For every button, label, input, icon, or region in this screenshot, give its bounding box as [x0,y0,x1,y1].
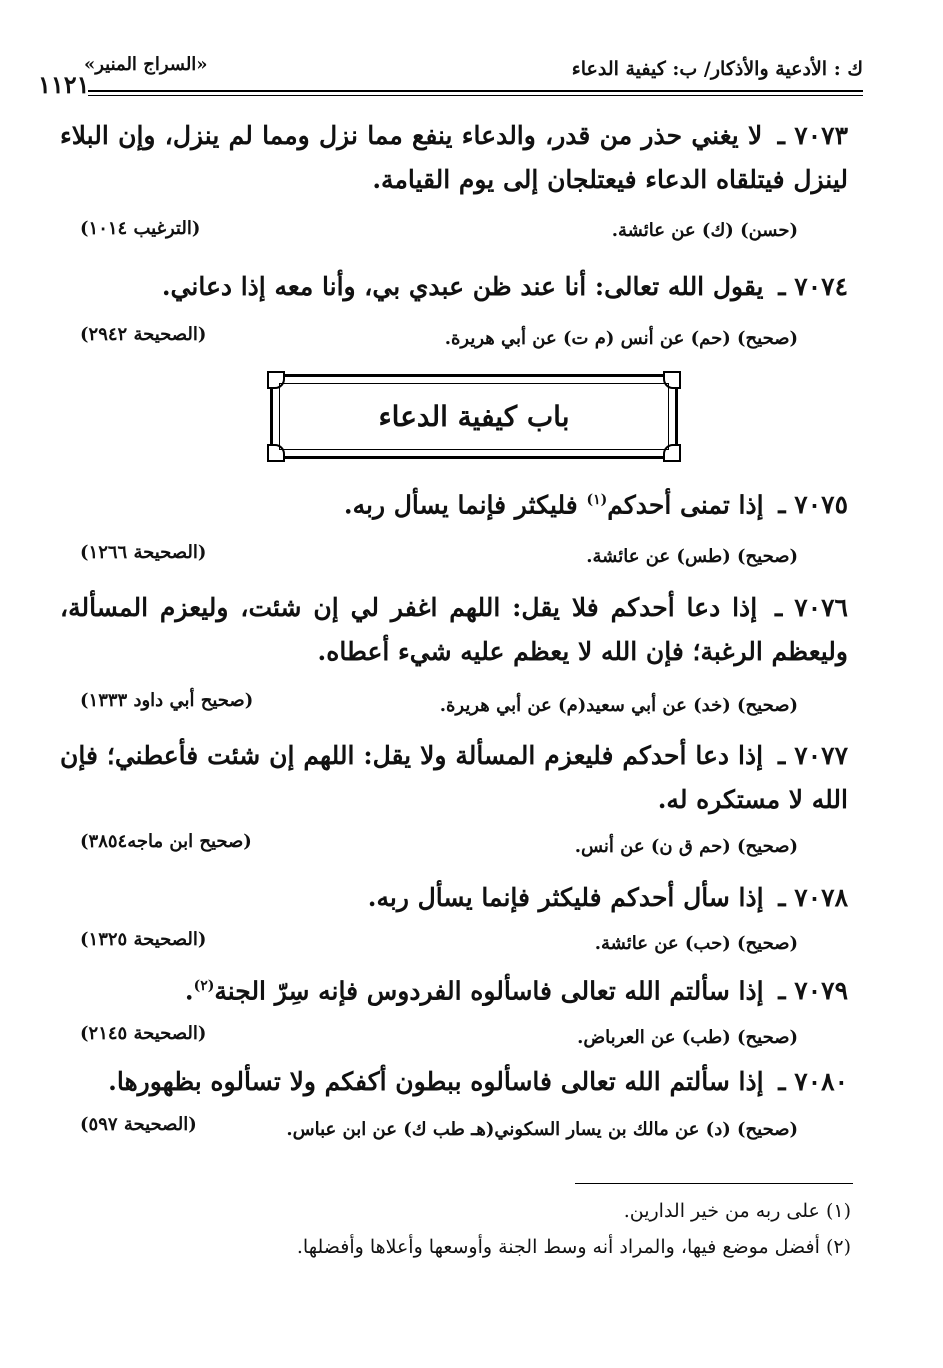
hadith-entry [60,114,848,202]
hadith-number: ٧٠٧٣ ـ [777,121,848,150]
header-rule-thin [88,95,863,96]
hadith-source: (صحيح) (طس) عن عائشة. [586,546,798,567]
footnote-text: أفضل موضع فيها، والمراد أنه وسط الجنة وأوسعها وأعلاها وأفضلها. [296,1236,820,1258]
hadith-number: ٧٠٧٩ ـ [778,976,848,1006]
hadith-source: (صحيح) (حم) عن أنس (م ت) عن أبي هريرة. [444,328,798,349]
hadith-source: (صحيح) (د) عن مالك بن يسار السكوني(هـ طب ك) عن ابن عباس. [286,1119,798,1140]
hadith-entry [60,265,848,309]
hadith-entry [60,876,848,920]
hadith-text: إذا سألتم الله تعالى فاسألوه ببطون أكفكم ولا تسألوه بظهورها. [108,1067,764,1096]
hadith-reference: (الصحيحة ١٢٦٦) [80,542,207,563]
hadith-source: (صحيح) (خد) عن أبي سعيد(م) عن أبي هريرة. [439,695,798,716]
hadith-entry [60,586,848,674]
hadith-number: ٧٠٧٧ ـ [778,741,848,770]
hadith-entry [60,1060,848,1104]
hadith-text: لا يغني حذر من قدر، والدعاء ينفع مما نزل ومما لم ينزل، وإن البلاء لينزل فيتلقاه الدعاء فيعتلجان إلى يوم القيامة. [60,121,848,194]
page-number: ١١٢١ [38,70,90,99]
footnote-number: (١) [825,1200,851,1222]
header-rule [88,90,863,92]
hadith-reference: (صحيح ابن ماجه٣٨٥٤) [80,831,252,852]
hadith-text: إذا دعا أحدكم فلا يقل: اللهم اغفر لي إن شئت، وليعزم المسألة، وليعظم الرغبة؛ فإن الله لا يعظم عليه شيء أعطاه. [60,593,848,666]
footnote-mark[interactable]: (١) [586,492,608,508]
hadith-entry [60,734,848,822]
hadith-number: ٧٠٧٤ ـ [778,272,848,301]
hadith-text-cont: . [184,976,194,1006]
hadith-source: (صحيح) (طب) عن العرباض. [577,1027,798,1048]
chapter-title: باب كيفية الدعاء [378,400,570,433]
hadith-source: (صحيح) (حب) عن عائشة. [594,933,798,954]
footnote-text: على ربه من خير الدارين. [623,1200,820,1222]
hadith-entry [60,478,848,527]
header-chapter-title: ك : الأدعية والأذكار/ ب: كيفية الدعاء [571,58,863,80]
footnote-mark[interactable]: (٢) [193,978,215,994]
footnote-number: (٢) [825,1236,851,1258]
hadith-text: إذا سأل أحدكم فليكثر فإنما يسأل ربه. [367,883,764,912]
hadith-reference: (الصحيحة ٢١٤٥) [80,1023,207,1044]
footnote [624,1200,851,1222]
hadith-source: (حسن) (ك) عن عائشة. [611,220,798,241]
hadith-text: يقول الله تعالى: أنا عند ظن عبدي بي، وأنا معه إذا دعاني. [161,272,764,301]
hadith-reference: (الترغيب ١٠١٤) [80,218,201,239]
hadith-number: ٧٠٧٦ ـ [775,593,848,622]
hadith-text-cont: فليكثر فإنما يسأل ربه. [343,490,578,520]
hadith-reference: (صحيح أبي داود ١٣٣٣) [80,690,254,711]
hadith-reference: (الصحيحة ٢٩٤٢) [80,324,207,345]
chapter-title-box [270,374,678,459]
hadith-text: إذا سألتم الله تعالى فاسألوه الفردوس فإنه سِرّ الجنة [214,976,764,1006]
hadith-number: ٧٠٨٠ ـ [778,1067,848,1096]
running-header [38,52,863,99]
footnote-separator [575,1183,853,1184]
hadith-number: ٧٠٧٨ ـ [778,883,848,912]
hadith-reference: (الصحيحة ١٣٢٥) [80,929,207,950]
hadith-text: إذا تمنى أحدكم [607,490,764,520]
hadith-number: ٧٠٧٥ ـ [778,490,848,520]
header-book-title: «السراج المنير» [84,54,208,75]
chapter-title-inner [279,383,669,450]
hadith-source: (صحيح) (حم ق ن) عن أنس. [574,836,798,857]
footnote [297,1236,851,1258]
hadith-text: إذا دعا أحدكم فليعزم المسألة ولا يقل: اللهم إن شئت فأعطني؛ فإن الله لا مستكره له. [60,741,848,814]
hadith-reference: (الصحيحة ٥٩٧) [80,1114,197,1135]
hadith-entry [60,964,848,1013]
